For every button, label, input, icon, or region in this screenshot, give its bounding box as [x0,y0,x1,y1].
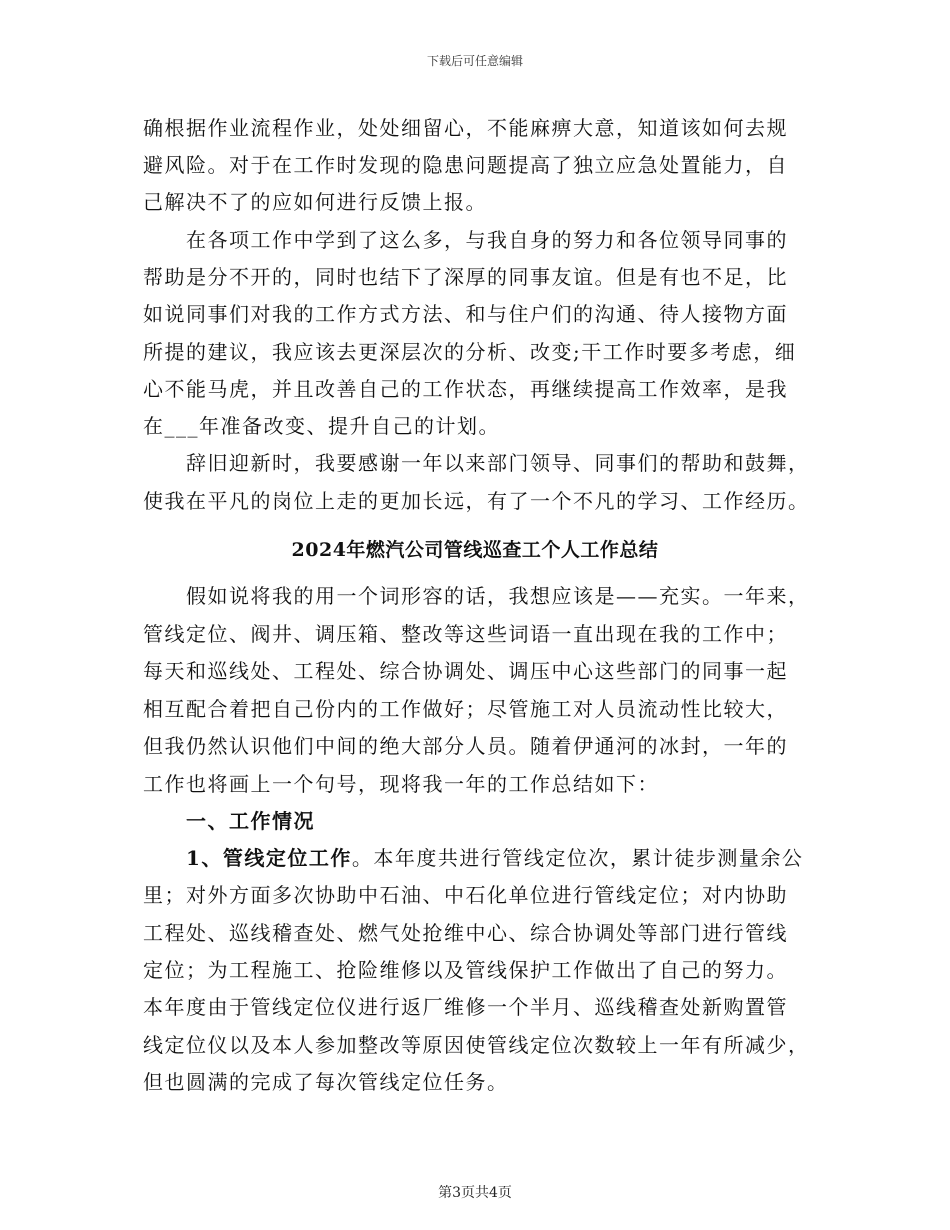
paragraph-line: 帮助是分不开的，同时也结下了深厚的同事友谊。但是有也不足，比 [143,265,788,289]
section-title: 2024年燃汽公司管线巡查工个人工作总结 [291,539,659,561]
paragraph-line: 在___年准备改变、提升自己的计划。 [143,414,500,438]
paragraph-line: 定位；为工程施工、抢险维修以及管线保护工作做出了自己的努力。 [143,958,788,982]
paragraph-line: 但我仍然认识他们中间的绝大部分人员。随着伊通河的冰封，一年的 [143,734,788,758]
paragraph-text: 。本年度共进行管线定位次，累计徒步测量余公 [351,846,804,870]
section-heading: 一、工作情况 [186,809,315,833]
paragraph-line: 工作也将画上一个句号，现将我一年的工作总结如下： [143,772,659,796]
subheading-inline: 1、管线定位工作 [186,846,352,870]
paragraph-line: 所提的建议，我应该去更深层次的分析、改变;干工作时要多考虑，细 [143,340,797,364]
page-header: 下载后可任意编辑 [426,54,523,68]
paragraph-line: 管线定位、阀井、调压箱、整改等这些词语一直出现在我的工作中； [143,622,788,646]
paragraph-line: 假如说将我的用一个词形容的话，我想应该是——充实。一年来， [186,584,810,608]
paragraph-line: 但也圆满的完成了每次管线定位任务。 [143,1070,509,1094]
paragraph-line: 如说同事们对我的工作方式方法、和与住户们的沟通、待人接物方面 [143,302,788,326]
paragraph-line: 确根据作业流程作业，处处细留心，不能麻痹大意，知道该如何去规 [143,116,788,140]
paragraph-line: 每天和巡线处、工程处、综合协调处、调压中心这些部门的同事一起 [143,659,788,683]
paragraph-line: 里；对外方面多次协助中石油、中石化单位进行管线定位；对内协助 [143,883,788,907]
paragraph-line: 辞旧迎新时，我要感谢一年以来部门领导、同事们的帮助和鼓舞， [186,451,810,475]
paragraph-line: 心不能马虎，并且改善自己的工作状态，再继续提高工作效率，是我 [143,377,788,401]
paragraph-line: 在各项工作中学到了这么多，与我自身的努力和各位领导同事的 [186,228,788,252]
paragraph-line: 避风险。对于在工作时发现的隐患问题提高了独立应急处置能力，自 [143,153,788,177]
paragraph-line: 己解决不了的应如何进行反馈上报。 [143,190,487,214]
paragraph-line: 使我在平凡的岗位上走的更加长远，有了一个不凡的学习、工作经历。 [143,489,810,513]
paragraph-line: 本年度由于管线定位仪进行返厂维修一个半月、巡线稽查处新购置管 [143,995,788,1019]
page-footer: 第3页共4页 [438,1185,512,1201]
paragraph-line: 相互配合着把自己份内的工作做好；尽管施工对人员流动性比较大， [143,697,788,721]
paragraph-line: 工程处、巡线稽查处、燃气处抢维中心、综合协调处等部门进行管线 [143,921,788,945]
paragraph-line [186,846,866,870]
paragraph-line: 线定位仪以及本人参加整改等原因使管线定位次数较上一年有所减少， [143,1033,810,1057]
